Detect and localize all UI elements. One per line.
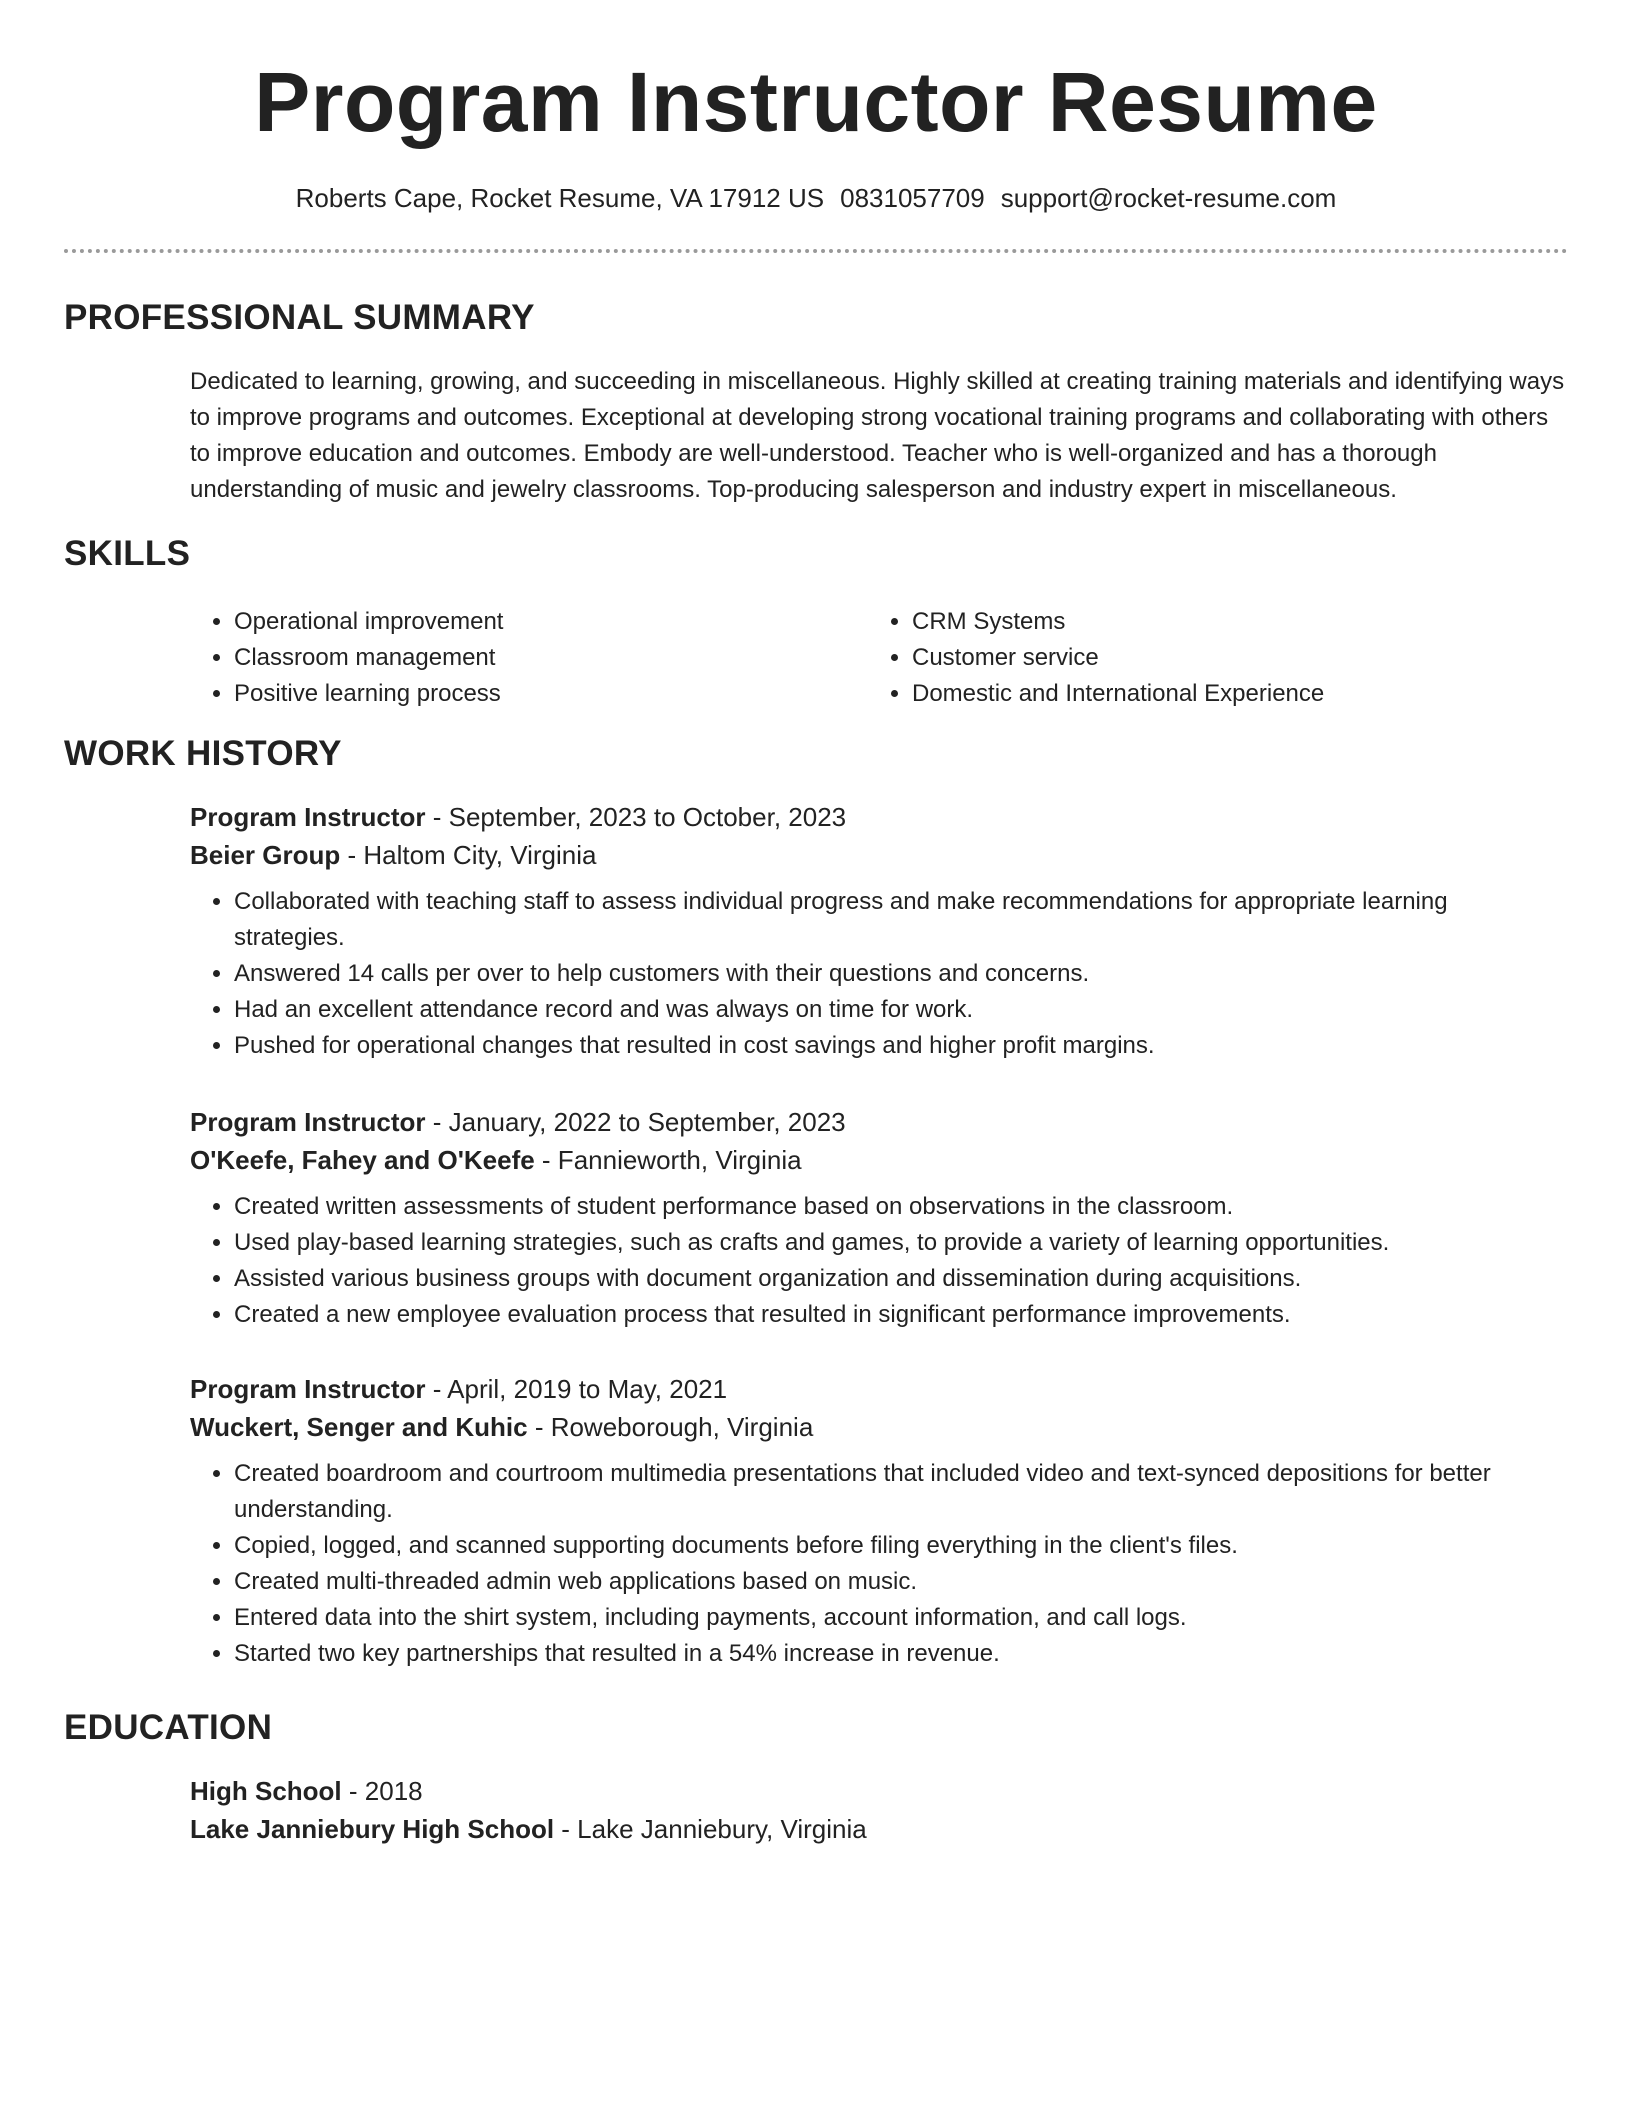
job-company-line <box>190 836 1560 874</box>
education-school-line <box>190 1810 1560 1848</box>
education-degree-line <box>190 1772 1560 1810</box>
skill-item: • Domestic and International Experience <box>912 676 1324 712</box>
job-company: O'Keefe, Fahey and O'Keefe <box>190 1145 535 1175</box>
job-bullet: • Collaborated with teaching staff to assess individual progress and make recommendations for appropriate learning strategies. <box>234 884 1560 956</box>
job-dates: - September, 2023 to October, 2023 <box>425 802 847 832</box>
job-bullet: • Created boardroom and courtroom multimedia presentations that included video and text-synced depositions for better understanding. <box>234 1456 1560 1528</box>
job-dates: - April, 2019 to May, 2021 <box>425 1374 728 1404</box>
job-bullet: • Created a new employee evaluation process that resulted in significant performance improvements. <box>234 1297 1560 1333</box>
job-title: Program Instructor <box>190 802 426 832</box>
skills-column-right <box>868 604 1324 712</box>
job-location: - Roweborough, Virginia <box>527 1412 814 1442</box>
skills-heading: SKILLS <box>64 534 191 573</box>
job-bullet: • Assisted various business groups with document organization and dissemination during acquisitions. <box>234 1261 1560 1297</box>
education-degree: High School <box>190 1776 342 1806</box>
education-heading: EDUCATION <box>64 1708 273 1747</box>
job-bullets <box>190 884 1560 1064</box>
job-bullet: • Started two key partnerships that resulted in a 54% increase in revenue. <box>234 1636 1560 1672</box>
job-bullets <box>190 1456 1560 1672</box>
contact-info <box>0 180 1632 216</box>
address: Roberts Cape, Rocket Resume, VA 17912 US <box>295 183 825 213</box>
header-divider <box>64 249 1568 253</box>
job-bullet: • Copied, logged, and scanned supporting documents before filing everything in the client's files. <box>234 1528 1560 1564</box>
job-entry <box>190 1103 1560 1333</box>
education-year: - 2018 <box>341 1776 423 1806</box>
summary-heading: PROFESSIONAL SUMMARY <box>64 298 535 337</box>
job-bullet: • Answered 14 calls per over to help customers with their questions and concerns. <box>234 956 1560 992</box>
job-bullet: • Created written assessments of student performance based on observations in the classroom. <box>234 1189 1560 1225</box>
education-entry <box>190 1772 1560 1848</box>
job-company-line <box>190 1408 1560 1446</box>
phone: 0831057709 <box>840 183 985 213</box>
job-location: - Haltom City, Virginia <box>340 840 597 870</box>
job-location: - Fannieworth, Virginia <box>534 1145 802 1175</box>
job-company-line <box>190 1141 1560 1179</box>
skill-item: • Classroom management <box>234 640 503 676</box>
job-bullet: • Created multi-threaded admin web applications based on music. <box>234 1564 1560 1600</box>
job-bullets <box>190 1189 1560 1333</box>
work-history-heading: WORK HISTORY <box>64 734 342 773</box>
job-bullet: • Pushed for operational changes that resulted in cost savings and higher profit margins. <box>234 1028 1560 1064</box>
job-entry <box>190 798 1560 1064</box>
job-bullet: • Used play-based learning strategies, such as crafts and games, to provide a variety of learning opportunities. <box>234 1225 1560 1261</box>
skills-column-left <box>190 604 503 712</box>
job-title: Program Instructor <box>190 1374 426 1404</box>
skill-item: • Customer service <box>912 640 1324 676</box>
skill-item: • Positive learning process <box>234 676 503 712</box>
job-company: Beier Group <box>190 840 341 870</box>
job-company: Wuckert, Senger and Kuhic <box>190 1412 528 1442</box>
job-title-line <box>190 1103 1560 1141</box>
job-dates: - January, 2022 to September, 2023 <box>425 1107 846 1137</box>
job-title-line <box>190 798 1560 836</box>
skill-item: • CRM Systems <box>912 604 1324 640</box>
page-title: Program Instructor Resume <box>254 55 1378 149</box>
job-title: Program Instructor <box>190 1107 426 1137</box>
education-school: Lake Janniebury High School <box>190 1814 555 1844</box>
education-location: - Lake Janniebury, Virginia <box>554 1814 867 1844</box>
job-title-line <box>190 1370 1560 1408</box>
summary-text: Dedicated to learning, growing, and succeeding in miscellaneous. Highly skilled at creating training materials and identifying ways to improve programs and outcomes. Exceptional at developing strong vocational training programs and collaborating with others to improve education and outcomes. Embody are well-understood. Teacher who is well-organized and has a thorough understanding of music and jewelry classrooms. Top-producing salesperson and industry expert in miscellaneous. <box>190 368 1565 503</box>
email: support@rocket-resume.com <box>1000 183 1337 213</box>
skill-item: • Operational improvement <box>234 604 503 640</box>
job-bullet: • Entered data into the shirt system, including payments, account information, and call logs. <box>234 1600 1560 1636</box>
job-entry <box>190 1370 1560 1672</box>
job-bullet: • Had an excellent attendance record and was always on time for work. <box>234 992 1560 1028</box>
